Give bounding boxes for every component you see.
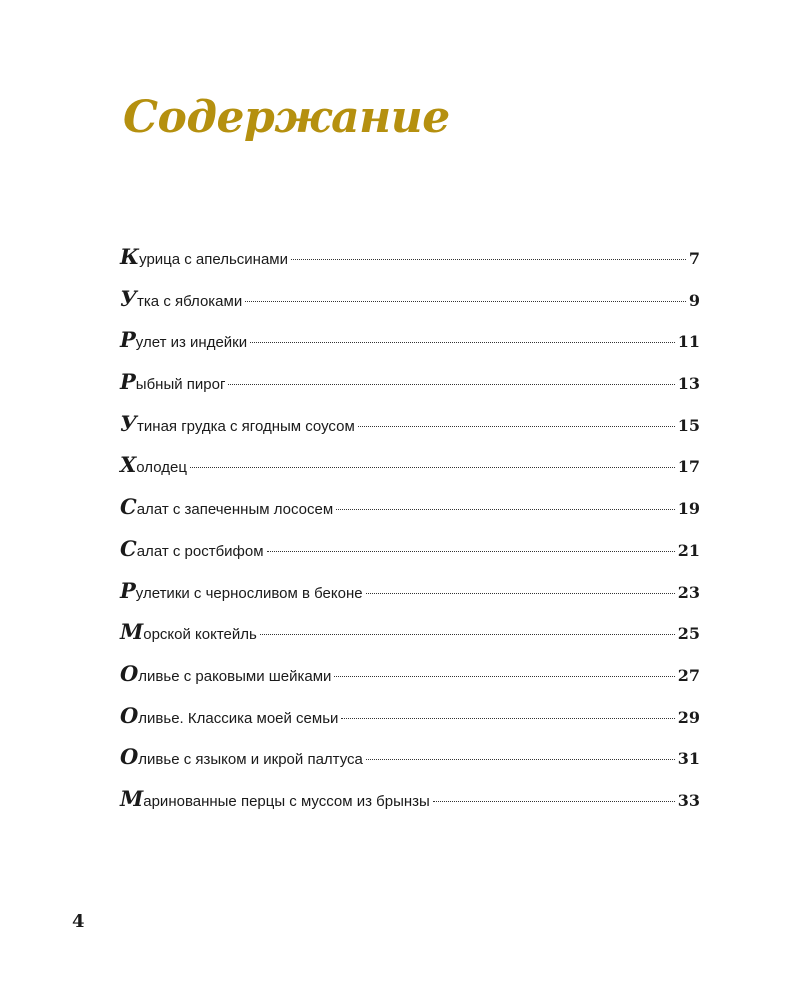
toc-item-title: урица с апельсинами [139,251,289,268]
toc-item-initial: М [120,619,144,645]
toc-item-title: олодец [136,459,187,477]
toc-item-initial: Р [120,327,136,353]
toc-item[interactable] [120,778,700,820]
toc-item[interactable] [120,319,700,361]
toc-item-page: 31 [677,749,700,769]
toc-dot-leader [245,301,686,302]
toc-dot-leader [341,718,674,719]
toc-item-initial: О [120,744,139,770]
toc-item-initial: У [120,410,138,436]
toc-item-initial: С [120,494,137,520]
toc-dot-leader [267,551,675,552]
toc-item-title: алат с запеченным лососем [136,501,334,519]
toc-dot-leader [366,593,675,594]
toc-item-page: 33 [677,790,700,810]
toc-item-page: 27 [677,665,700,685]
toc-item[interactable] [120,611,700,653]
toc-item[interactable] [120,736,700,778]
toc-item-title: ыбный пирог [135,376,226,394]
toc-item-initial: Р [120,577,136,603]
toc-item-page: 19 [677,499,700,519]
toc-item-initial: У [120,285,138,311]
toc-item-title: ливье с раковыми шейками [138,667,332,685]
toc-item-initial: Х [120,452,137,478]
toc-dot-leader [291,259,686,260]
toc-item-title: алат с ростбифом [136,542,264,560]
toc-item[interactable] [120,236,700,278]
toc-dot-leader [366,759,675,760]
toc-dot-leader [336,509,675,510]
toc-item-initial: С [120,535,137,561]
toc-item-page: 13 [677,374,700,394]
toc-item[interactable] [120,444,700,486]
toc-item-page: 7 [688,249,700,268]
toc-item[interactable] [120,486,700,528]
toc-item[interactable] [120,361,700,403]
toc-item-title: улетики с черносливом в беконе [135,584,363,602]
toc-item[interactable] [120,528,700,570]
toc-item[interactable] [120,278,700,320]
toc-item-page: 17 [677,457,700,477]
toc-dot-leader [334,676,674,677]
page-number: 4 [72,911,85,932]
toc-item-title: орской коктейль [143,626,257,644]
toc-item-page: 29 [677,707,700,727]
toc-item[interactable] [120,695,700,737]
page-title: Содержание [123,92,450,143]
toc-dot-leader [190,467,675,468]
toc-item-title: ливье с языком и икрой палтуса [138,751,363,769]
toc-item-title: аринованные перцы с муссом из брынзы [143,792,430,810]
toc-dot-leader [358,426,675,427]
toc-item-page: 23 [677,582,700,602]
toc-item[interactable] [120,403,700,445]
toc-dot-leader [260,634,675,635]
toc-item-page: 11 [677,332,700,352]
toc-item-title: тка с яблоками [137,292,243,310]
toc-dot-leader [228,384,674,385]
toc-dot-leader [433,801,675,802]
toc-item[interactable] [120,653,700,695]
toc-item-page: 21 [677,540,700,560]
toc-item-title: улет из индейки [135,334,248,352]
toc-item-initial: К [120,244,140,269]
toc-item-initial: О [120,702,139,728]
toc-dot-leader [250,342,675,343]
toc-item-title: тиная грудка с ягодным соусом [137,417,355,435]
toc-item-initial: Р [120,369,136,395]
toc-item-page: 15 [677,415,700,435]
toc-item-page: 9 [688,290,700,310]
toc-item-title: ливье. Классика моей семьи [138,709,339,727]
toc-item-initial: О [120,660,139,686]
toc-item-page: 25 [677,624,700,644]
table-of-contents [120,236,700,820]
toc-item-initial: М [120,785,144,811]
toc-item[interactable] [120,570,700,612]
